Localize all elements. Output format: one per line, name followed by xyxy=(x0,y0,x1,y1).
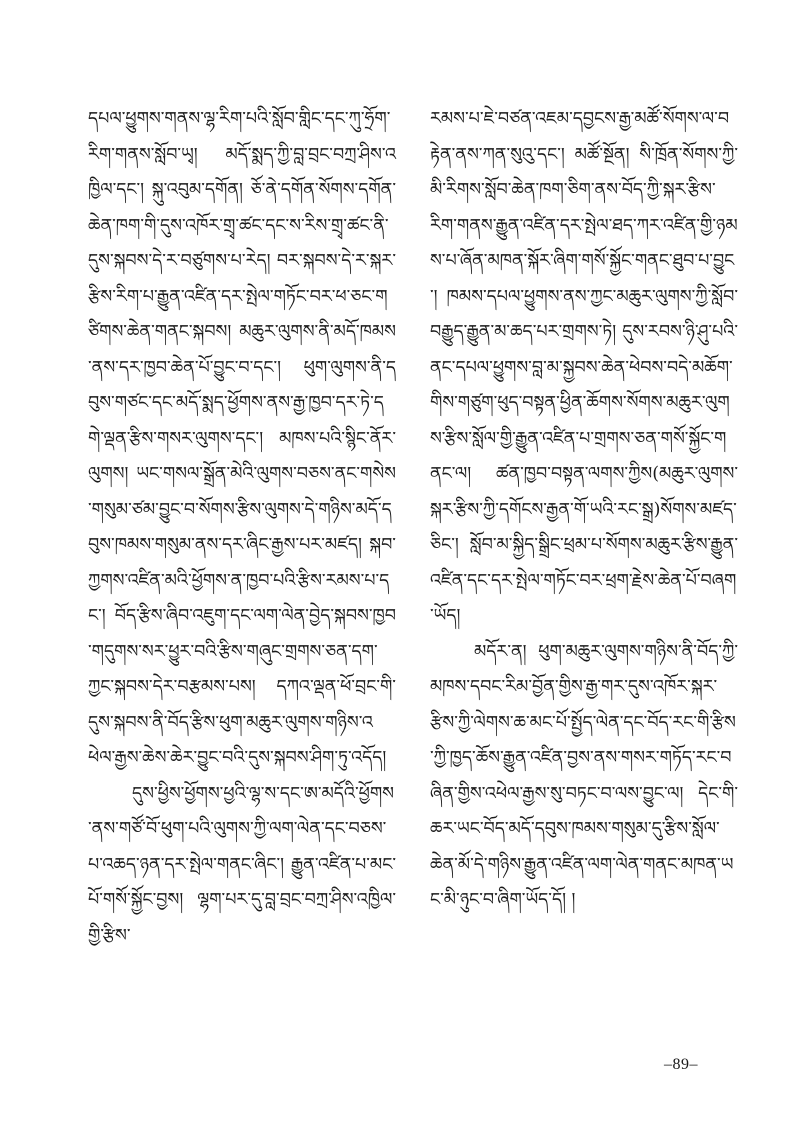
paragraph: དཔལ་ཕྱུགས་གནས་ལྷ་རིག་པའི་སློབ་གླིང་དང་ཀུ་ཧྲོག་རིག་གནས་སློབ་ཡྭ། མདོ་སྨད་ཀྱི་བླ་བྲང་བཀྲ་ཤིས་འཁྱིལ་དང་། སྐུ་འབུམ་དགོན། ཅོ་ནེ་དགོན་སོགས་དགོན་ཆེན་ཁག་གི་དུས་འཁོར་གྲྭ་ཚང་དང་ས་རིས་གྲྭ་ཚང་ནི་དུས་སྐབས་དེ་ར་བཙུགས་པ་རེད། བར་སྐབས་དེ་ར་སྐར་རྩིས་རིག་པ་རྒྱུན་འཛིན་དར་སྤེལ་གཏོང་བར་ཕ་ཅང་གཙིགས་ཆེན་གནང་སྐབས། མཆུར་ལུགས་ནི་མདོ་ཁམས་ནས་དར་ཁྱབ་ཆེན་པོ་བྱུང་བ་དང་། ཕུག་ལུགས་ནི་དབུས་གཙང་དང་མདོ་སྨད་ཕྱོགས་ནས་རྒྱ་ཁྱབ་དར་ཏེ་དགེ་ལྡན་རྩིས་གསར་ལུགས་དང་། མཁས་པའི་སྙིང་ནོར་ལུགས། ཡང་གསལ་སྒྲོན་མེའི་ལུགས་བཅས་ནང་གསེས་གསུམ་ཙམ་བྱུང་བ་སོགས་རྩིས་ལུགས་དེ་གཉིས་མདོ་དབུས་ཁམས་གསུམ་ནས་དར་ཞིང་རྒྱས་པར་མཛད། སྐབ་ཀྱགས་འཛིན་མའི་ཕྱོགས་ན་ཁྱབ་པའི་རྩིས་རམས་པ་དང་། བོད་རྩིས་ཞིབ་འཇུག་དང་ལག་ལེན་བྱེད་སྐབས་ཁྱབ་གདུགས་སར་ཕྱུར་བའི་རྩིས་གཞུང་གྲགས་ཅན་དག་ཀྱང་སྐབས་དེར་བརྩམས་པས། དཀའ་ལྡན་ཕོ་བྲང་གི་དུས་སྐབས་ནི་བོད་རྩིས་ཕུག་མཆུར་ལུགས་གཉིས་འཕེལ་རྒྱས་ཆེས་ཆེར་བྱུང་བའི་དུས་སྐབས་ཤིག་ཏུ་འདོད། xyxy=(88,109,396,768)
right-text-column xyxy=(430,102,738,919)
paragraph: མདོར་ན། ཕུག་མཆུར་ལུགས་གཉིས་ནི་བོད་ཀྱི་མཁས་དབང་རིམ་བྱོན་གྱིས་རྒྱ་གར་དུས་འཁོར་སྐར་རྩིས་ཀྱི་ལེགས་ཆ་མང་པོ་སྤྱོད་ལེན་དང་བོད་རང་གི་རྩིས་ཀྱི་ཁྱད་ཆོས་རྒྱུན་འཛིན་བྱས་ནས་གསར་གཏོད་རང་བཞིན་གྱིས་འཕེལ་རྒྱས་སུ་བཏང་བ་ལས་བྱུང་ལ། དེང་གི་ཆར་ཡང་བོད་མདོ་དབུས་ཁམས་གསུམ་དུ་རྩིས་སློལ་ཆེན་མོ་དེ་གཉིས་རྒྱུན་འཛིན་ལག་ལེན་གནང་མཁན་ཡང་མི་ཉུང་བ་ཞིག་ཡོད་དོ། ། xyxy=(430,641,738,910)
left-text-column xyxy=(88,102,396,954)
paragraph: དུས་ཕྱིས་ཕྱོགས་ཕྱའི་ལྷ་ས་དང་ཨ་མདོའི་ཕྱོགས་ནས་གཙོ་བོ་ཕུག་པའི་ལུགས་ཀྱི་ལག་ལེན་དང་བཅས་པ་འཆད་ཉན་དར་སྤེལ་གནང་ཞིང་། རྒྱུན་འཛིན་པ་མང་པོ་གསོ་སྐྱོང་བྱས། ལྷག་པར་དུ་བླ་བྲང་བཀྲ་ཤིས་འཁྱིལ་གྱི་རྩིས་ xyxy=(88,783,396,946)
page-number: –89– xyxy=(664,1056,698,1073)
paragraph: རམས་པ་ཇེ་བཙན་འཇམ་དབྱངས་རྒྱ་མཚོ་སོགས་ལ་བརྟེན་ནས་ཀན་སུའུ་དང་། མཚོ་སྔོན། སི་ཁྲོན་སོགས་ཀྱི་མི་རིགས་སློབ་ཆེན་ཁག་ཅིག་ནས་བོད་ཀྱི་སྐར་རྩིས་རིག་གནས་རྒྱུན་འཛིན་དར་སྤེལ་ཐད་ཀར་འཛིན་གྱི་ཉམས་པ་ཞོན་མཁན་སྐོར་ཞིག་གསོ་སྐྱོང་གནང་ཐུབ་པ་བྱུང་། ཁམས་དཔལ་ཕྱུགས་ནས་ཀྱང་མཆུར་ལུགས་ཀྱི་སློབ་བརྒྱུད་རྒྱུན་མ་ཆད་པར་གྲགས་ཏེ། དུས་རབས་ཉི་ཤུ་པའི་ནང་དཔལ་ཕྱུགས་བླ་མ་སྐྱབས་ཆེན་ཕེབས་བདེ་མཆོག་གིས་གཙུག་ཕུད་བསྟན་ཕྱིན་ཆོགས་སོགས་མཆུར་ལུགས་རྩིས་སློལ་གྱི་རྒྱུན་འཛིན་པ་གྲགས་ཅན་གསོ་སྐྱོང་གནང་ལ། ཚན་ཁྱབ་བསྟན་ལགས་ཀྱིས(མཆུར་ལུགས་སྐར་རྩིས་ཀྱི་དགོངས་རྒྱན་གོ་ཡའི་རང་སྒྲ)སོགས་མཛད་ཅིང་། སློབ་མ་སྐྱིད་སྒྲིང་ཕྲམ་པ་སོགས་མཆུར་རྩིས་རྒྱུན་འཛིན་དང་དར་སྤེལ་གཏོང་བར་ཕྲག་རྗེས་ཆེན་པོ་བཞག་ཡོད། xyxy=(430,109,738,626)
